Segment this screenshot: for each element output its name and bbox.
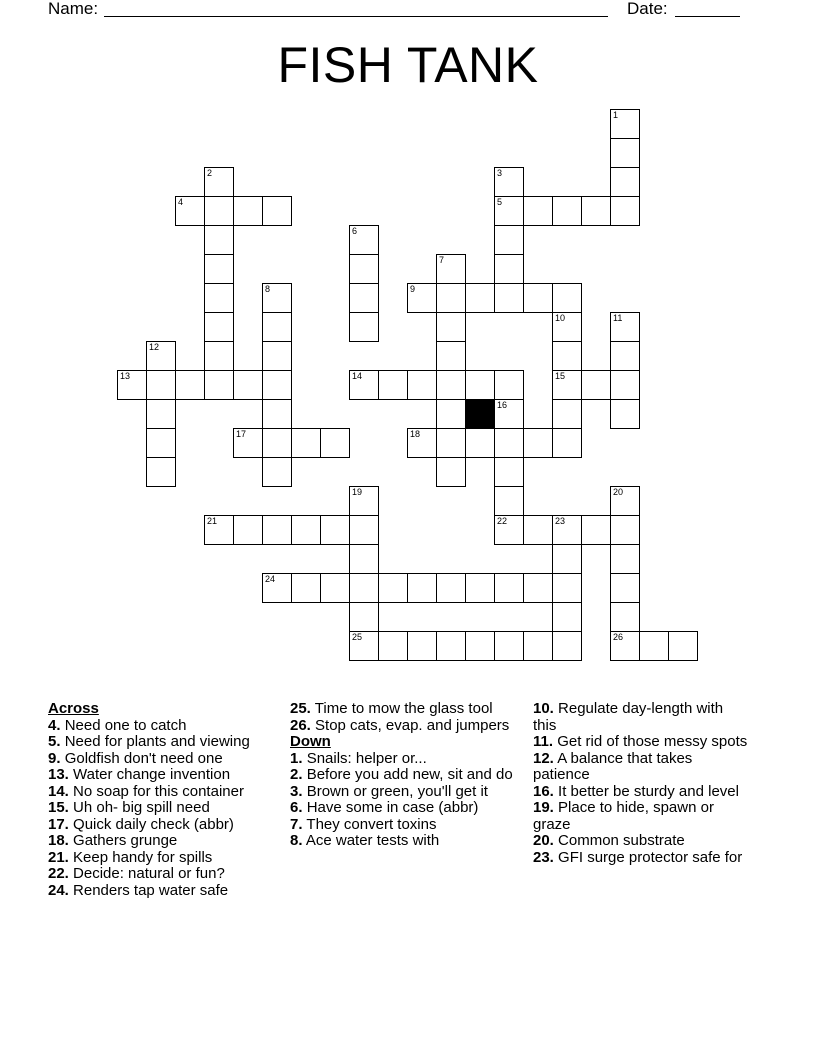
answer-cell[interactable]	[523, 283, 553, 313]
answer-cell[interactable]	[146, 370, 176, 400]
answer-cell[interactable]	[552, 631, 582, 661]
clue-down-23: 23. GFI surge protector safe for	[533, 848, 743, 866]
answer-cell[interactable]	[204, 515, 234, 545]
clue-down-6: 6. Have some in case (abbr)	[290, 799, 479, 816]
answer-cell[interactable]	[146, 457, 176, 487]
clue-across-17: 17. Quick daily check (abbr)	[48, 815, 234, 833]
answer-cell[interactable]	[465, 370, 495, 400]
answer-cell[interactable]	[552, 399, 582, 429]
answer-cell[interactable]	[494, 196, 524, 226]
answer-cell[interactable]	[494, 515, 524, 545]
answer-cell[interactable]	[233, 196, 263, 226]
name-label: Name:	[48, 0, 99, 18]
clue-down-11: 11. Get rid of those messy spots	[533, 733, 748, 750]
answer-cell[interactable]	[610, 631, 640, 661]
answer-cell[interactable]	[233, 370, 263, 400]
answer-cell[interactable]	[494, 399, 524, 429]
answer-cell[interactable]	[436, 370, 466, 400]
clue-number-26: 26	[613, 632, 624, 642]
answer-cell[interactable]	[204, 341, 234, 371]
answer-cell[interactable]	[204, 225, 234, 255]
answer-cell[interactable]	[262, 573, 292, 603]
answer-cell[interactable]	[233, 428, 263, 458]
clue-number-5: 5	[497, 197, 503, 207]
answer-cell[interactable]	[552, 341, 582, 371]
clue-across-9: 9. Goldfish don't need one	[48, 749, 223, 767]
across-heading: Across	[48, 700, 99, 717]
clue-number-4: 4	[178, 197, 184, 207]
clue-across-4: 4. Need one to catch	[48, 716, 187, 734]
clue-down-8: 8. Ace water tests with	[290, 832, 440, 849]
answer-cell[interactable]	[349, 312, 379, 342]
answer-cell[interactable]	[494, 167, 524, 197]
answer-cell[interactable]	[610, 138, 640, 168]
answer-cell[interactable]	[436, 399, 466, 429]
answer-cell[interactable]	[291, 573, 321, 603]
clue-down-12: 12. A balance that takes patience	[533, 749, 693, 783]
answer-cell[interactable]	[204, 167, 234, 197]
clue-number-10: 10	[555, 313, 566, 323]
answer-cell[interactable]	[494, 225, 524, 255]
clue-number-14: 14	[352, 371, 363, 381]
answer-cell[interactable]	[262, 341, 292, 371]
clue-number-12: 12	[149, 342, 160, 352]
answer-cell[interactable]	[436, 254, 466, 284]
worksheet-header	[48, 0, 748, 22]
answer-cell[interactable]	[465, 283, 495, 313]
answer-cell[interactable]	[494, 254, 524, 284]
answer-cell[interactable]	[349, 573, 379, 603]
answer-cell[interactable]	[494, 370, 524, 400]
answer-cell[interactable]	[262, 399, 292, 429]
clue-number-16: 16	[497, 400, 508, 410]
answer-cell[interactable]	[204, 196, 234, 226]
clue-number-21: 21	[207, 516, 218, 526]
date-label: Date:	[627, 0, 668, 18]
clue-down-16: 16. It better be sturdy and level	[533, 782, 739, 800]
answer-cell[interactable]	[436, 283, 466, 313]
clue-number-25: 25	[352, 632, 363, 642]
clue-across-24: 24. Renders tap water safe	[48, 881, 229, 899]
answer-cell[interactable]	[349, 631, 379, 661]
answer-cell[interactable]	[465, 631, 495, 661]
down-heading: Down	[290, 733, 331, 750]
answer-cell[interactable]	[436, 312, 466, 342]
answer-cell[interactable]	[610, 312, 640, 342]
answer-cell[interactable]	[146, 341, 176, 371]
answer-cell[interactable]	[349, 515, 379, 545]
answer-cell[interactable]	[494, 486, 524, 516]
answer-cell[interactable]	[465, 428, 495, 458]
answer-cell[interactable]	[291, 515, 321, 545]
answer-cell[interactable]	[349, 225, 379, 255]
name-line	[104, 16, 608, 17]
clue-number-17: 17	[236, 429, 247, 439]
answer-cell[interactable]	[407, 428, 437, 458]
answer-cell[interactable]	[378, 631, 408, 661]
answer-cell[interactable]	[523, 428, 553, 458]
answer-cell[interactable]	[262, 196, 292, 226]
clue-across-21: 21. Keep handy for spills	[48, 848, 213, 866]
clue-across-5: 5. Need for plants and viewing	[48, 733, 250, 750]
answer-cell[interactable]	[581, 370, 611, 400]
clue-down-1: 1. Snails: helper or...	[290, 749, 427, 767]
answer-cell[interactable]	[581, 196, 611, 226]
answer-cell[interactable]	[465, 573, 495, 603]
answer-cell[interactable]	[552, 428, 582, 458]
answer-cell[interactable]	[610, 109, 640, 139]
answer-cell[interactable]	[262, 283, 292, 313]
clue-number-18: 18	[410, 429, 421, 439]
date-line	[675, 16, 740, 17]
answer-cell[interactable]	[436, 631, 466, 661]
answer-cell[interactable]	[436, 573, 466, 603]
answer-cell[interactable]	[552, 370, 582, 400]
clue-down-3: 3. Brown or green, you'll get it	[290, 782, 488, 800]
answer-cell[interactable]	[610, 515, 640, 545]
clue-down-10: 10. Regulate day-length with this	[533, 700, 724, 734]
answer-cell[interactable]	[552, 515, 582, 545]
answer-cell[interactable]	[407, 631, 437, 661]
clue-number-3: 3	[497, 168, 503, 178]
clue-number-13: 13	[120, 371, 131, 381]
answer-cell[interactable]	[523, 573, 553, 603]
answer-cell[interactable]	[407, 370, 437, 400]
clue-down-19: 19. Place to hide, spawn or graze	[533, 799, 714, 833]
answer-cell[interactable]	[349, 254, 379, 284]
answer-cell[interactable]	[494, 283, 524, 313]
clue-column-2	[290, 701, 522, 850]
clue-number-1: 1	[613, 110, 619, 120]
clue-number-2: 2	[207, 168, 213, 178]
answer-cell[interactable]	[204, 312, 234, 342]
answer-cell[interactable]	[320, 515, 350, 545]
answer-cell[interactable]	[320, 573, 350, 603]
answer-cell[interactable]	[523, 631, 553, 661]
answer-cell[interactable]	[146, 428, 176, 458]
answer-cell[interactable]	[552, 283, 582, 313]
answer-cell[interactable]	[320, 428, 350, 458]
clue-down-2: 2. Before you add new, sit and do	[290, 766, 513, 783]
black-square	[465, 399, 495, 429]
answer-cell[interactable]	[204, 370, 234, 400]
answer-cell[interactable]	[552, 196, 582, 226]
clue-down-20: 20. Common substrate	[533, 832, 685, 849]
answer-cell[interactable]	[552, 573, 582, 603]
answer-cell[interactable]	[204, 283, 234, 313]
answer-cell[interactable]	[552, 312, 582, 342]
answer-cell[interactable]	[436, 428, 466, 458]
clue-number-15: 15	[555, 371, 566, 381]
clue-across-15: 15. Uh oh- big spill need	[48, 799, 210, 816]
clue-number-20: 20	[613, 487, 624, 497]
answer-cell[interactable]	[349, 544, 379, 574]
answer-cell[interactable]	[494, 631, 524, 661]
clue-number-23: 23	[555, 516, 566, 526]
answer-cell[interactable]	[523, 515, 553, 545]
answer-cell[interactable]	[262, 312, 292, 342]
answer-cell[interactable]	[494, 457, 524, 487]
answer-cell[interactable]	[523, 196, 553, 226]
answer-cell[interactable]	[610, 196, 640, 226]
answer-cell[interactable]	[610, 370, 640, 400]
answer-cell[interactable]	[610, 399, 640, 429]
clue-column-3	[533, 701, 748, 866]
clue-number-9: 9	[410, 284, 416, 294]
answer-cell[interactable]	[610, 486, 640, 516]
answer-cell[interactable]	[581, 515, 611, 545]
answer-cell[interactable]	[262, 370, 292, 400]
clue-number-8: 8	[265, 284, 271, 294]
answer-cell[interactable]	[668, 631, 698, 661]
answer-cell[interactable]	[349, 486, 379, 516]
answer-cell[interactable]	[436, 341, 466, 371]
clue-number-6: 6	[352, 226, 358, 236]
answer-cell[interactable]	[204, 254, 234, 284]
clue-across-14: 14. No soap for this container	[48, 782, 244, 800]
answer-cell[interactable]	[610, 573, 640, 603]
clue-number-22: 22	[497, 516, 508, 526]
clue-number-19: 19	[352, 487, 363, 497]
answer-cell[interactable]	[436, 457, 466, 487]
answer-cell[interactable]	[552, 602, 582, 632]
answer-cell[interactable]	[262, 428, 292, 458]
answer-cell[interactable]	[494, 573, 524, 603]
answer-cell[interactable]	[639, 631, 669, 661]
answer-cell[interactable]	[349, 283, 379, 313]
answer-cell[interactable]	[262, 515, 292, 545]
answer-cell[interactable]	[494, 428, 524, 458]
clue-number-24: 24	[265, 574, 276, 584]
clue-number-11: 11	[613, 313, 623, 323]
answer-cell[interactable]	[175, 196, 205, 226]
answer-cell[interactable]	[378, 573, 408, 603]
answer-cell[interactable]	[407, 573, 437, 603]
clue-across-26: 26. Stop cats, evap. and jumpers	[290, 716, 510, 734]
clue-number-7: 7	[439, 255, 445, 265]
answer-cell[interactable]	[610, 341, 640, 371]
clue-across-13: 13. Water change invention	[48, 766, 231, 783]
answer-cell[interactable]	[610, 602, 640, 632]
answer-cell[interactable]	[349, 602, 379, 632]
answer-cell[interactable]	[146, 399, 176, 429]
answer-cell[interactable]	[378, 370, 408, 400]
answer-cell[interactable]	[610, 544, 640, 574]
clue-across-18: 18. Gathers grunge	[48, 832, 178, 849]
answer-cell[interactable]	[610, 167, 640, 197]
answer-cell[interactable]	[349, 370, 379, 400]
answer-cell[interactable]	[407, 283, 437, 313]
clue-column-1	[48, 701, 280, 899]
clue-down-7: 7. They convert toxins	[290, 815, 437, 833]
answer-cell[interactable]	[175, 370, 205, 400]
answer-cell[interactable]	[291, 428, 321, 458]
answer-cell[interactable]	[262, 457, 292, 487]
answer-cell[interactable]	[117, 370, 147, 400]
clue-across-25: 25. Time to mow the glass tool	[290, 700, 493, 717]
puzzle-title: FISH TANK	[277, 37, 539, 93]
answer-cell[interactable]	[233, 515, 263, 545]
answer-cell[interactable]	[552, 544, 582, 574]
clue-across-22: 22. Decide: natural or fun?	[48, 865, 225, 882]
